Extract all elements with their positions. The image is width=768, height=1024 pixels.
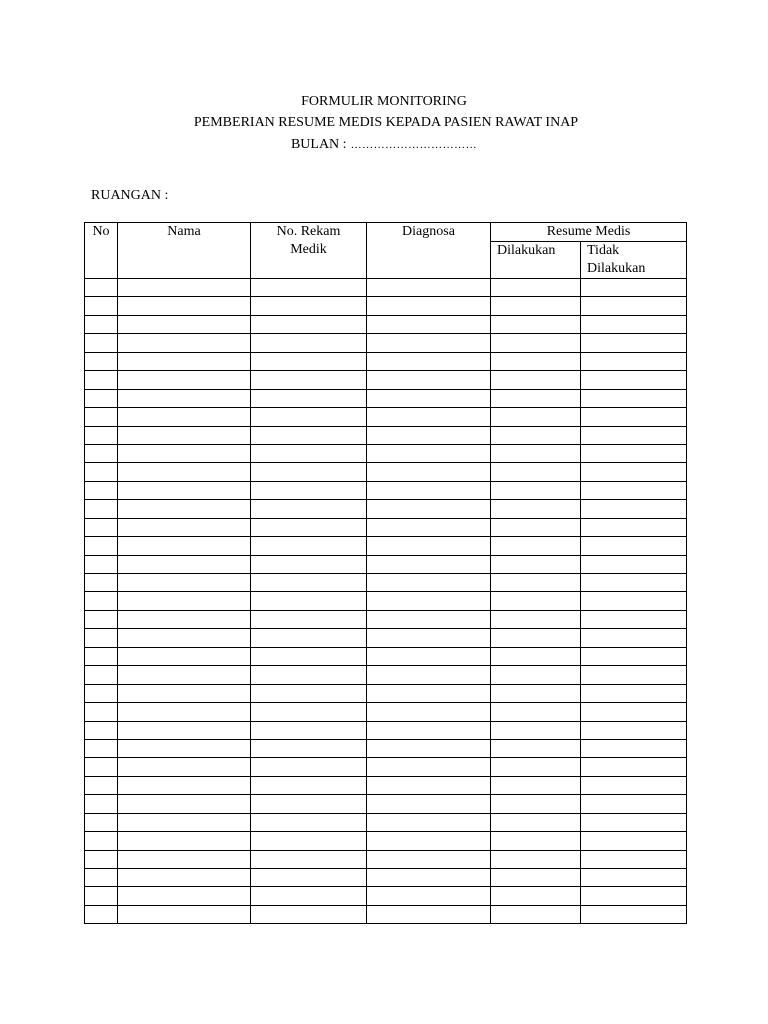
cell-nama[interactable] [118,481,251,499]
cell-nama[interactable] [118,334,251,352]
cell-tidak-dilakukan[interactable] [581,758,687,776]
cell-no-rekam-medik[interactable] [251,610,367,628]
table-row [85,739,687,757]
cell-tidak-dilakukan[interactable] [581,887,687,905]
table-body [85,279,687,924]
cell-dilakukan[interactable] [491,776,581,794]
cell-diagnosa[interactable] [367,297,491,315]
cell-tidak-dilakukan[interactable] [581,776,687,794]
table-row [85,481,687,499]
cell-nama[interactable] [118,297,251,315]
cell-tidak-dilakukan[interactable] [581,574,687,592]
table-row [85,869,687,887]
table-row [85,574,687,592]
cell-dilakukan[interactable] [491,850,581,868]
cell-dilakukan[interactable] [491,537,581,555]
cell-diagnosa[interactable] [367,444,491,462]
cell-dilakukan[interactable] [491,610,581,628]
cell-nama[interactable] [118,832,251,850]
cell-nama[interactable] [118,426,251,444]
cell-diagnosa[interactable] [367,537,491,555]
monitoring-table [84,222,687,924]
table-row [85,371,687,389]
cell-dilakukan[interactable] [491,813,581,831]
cell-nama[interactable] [118,500,251,518]
cell-nama[interactable] [118,315,251,333]
cell-diagnosa[interactable] [367,739,491,757]
cell-dilakukan[interactable] [491,739,581,757]
table-row [85,537,687,555]
cell-tidak-dilakukan[interactable] [581,334,687,352]
table-row [85,795,687,813]
cell-nama[interactable] [118,703,251,721]
table-row [85,500,687,518]
cell-no-rekam-medik[interactable] [251,279,367,297]
cell-no-rekam-medik[interactable] [251,315,367,333]
cell-diagnosa[interactable] [367,555,491,573]
cell-no[interactable] [85,795,118,813]
cell-no[interactable] [85,887,118,905]
cell-nama[interactable] [118,887,251,905]
table-row [85,389,687,407]
cell-no-rekam-medik[interactable] [251,776,367,794]
cell-no-rekam-medik[interactable] [251,666,367,684]
cell-diagnosa[interactable] [367,758,491,776]
cell-nama[interactable] [118,721,251,739]
cell-nama[interactable] [118,408,251,426]
cell-no-rekam-medik[interactable] [251,629,367,647]
cell-tidak-dilakukan[interactable] [581,518,687,536]
header-tidak-dilakukan: Tidak Dilakukan [581,242,687,279]
cell-dilakukan[interactable] [491,887,581,905]
cell-nama[interactable] [118,592,251,610]
cell-nama[interactable] [118,463,251,481]
cell-tidak-dilakukan[interactable] [581,813,687,831]
header-nama: Nama [118,223,251,279]
cell-no-rekam-medik[interactable] [251,389,367,407]
cell-no[interactable] [85,721,118,739]
cell-no-rekam-medik[interactable] [251,592,367,610]
cell-tidak-dilakukan[interactable] [581,592,687,610]
table-row [85,850,687,868]
cell-dilakukan[interactable] [491,647,581,665]
header-dilakukan: Dilakukan [491,242,581,279]
cell-tidak-dilakukan[interactable] [581,850,687,868]
cell-tidak-dilakukan[interactable] [581,463,687,481]
ruangan-label: RUANGAN : [91,188,169,203]
cell-no-rekam-medik[interactable] [251,869,367,887]
cell-nama[interactable] [118,537,251,555]
cell-no[interactable] [85,684,118,702]
table-row [85,684,687,702]
table-row [85,279,687,297]
cell-nama[interactable] [118,666,251,684]
cell-dilakukan[interactable] [491,279,581,297]
header-no-rekam-medik: No. Rekam Medik [251,223,367,279]
table-row [85,629,687,647]
table-row [85,555,687,573]
cell-nama[interactable] [118,776,251,794]
cell-dilakukan[interactable] [491,463,581,481]
cell-tidak-dilakukan[interactable] [581,481,687,499]
cell-diagnosa[interactable] [367,721,491,739]
cell-diagnosa[interactable] [367,629,491,647]
cell-tidak-dilakukan[interactable] [581,408,687,426]
cell-tidak-dilakukan[interactable] [581,500,687,518]
cell-nama[interactable] [118,574,251,592]
cell-dilakukan[interactable] [491,832,581,850]
cell-no-rekam-medik[interactable] [251,481,367,499]
cell-nama[interactable] [118,389,251,407]
cell-nama[interactable] [118,444,251,462]
cell-diagnosa[interactable] [367,463,491,481]
header-no: No [85,223,118,279]
cell-dilakukan[interactable] [491,574,581,592]
cell-dilakukan[interactable] [491,408,581,426]
cell-no-rekam-medik[interactable] [251,555,367,573]
cell-nama[interactable] [118,684,251,702]
cell-dilakukan[interactable] [491,684,581,702]
cell-diagnosa[interactable] [367,776,491,794]
table-row [85,758,687,776]
cell-no[interactable] [85,776,118,794]
cell-tidak-dilakukan[interactable] [581,647,687,665]
cell-diagnosa[interactable] [367,813,491,831]
cell-tidak-dilakukan[interactable] [581,555,687,573]
cell-dilakukan[interactable] [491,629,581,647]
cell-nama[interactable] [118,795,251,813]
cell-no[interactable] [85,389,118,407]
cell-diagnosa[interactable] [367,352,491,370]
cell-diagnosa[interactable] [367,887,491,905]
bulan-fill-line[interactable]: …………………………… [350,139,478,151]
cell-no-rekam-medik[interactable] [251,352,367,370]
cell-tidak-dilakukan[interactable] [581,629,687,647]
cell-no[interactable] [85,371,118,389]
cell-no[interactable] [85,592,118,610]
cell-tidak-dilakukan[interactable] [581,315,687,333]
cell-tidak-dilakukan[interactable] [581,444,687,462]
cell-no[interactable] [85,426,118,444]
cell-no-rekam-medik[interactable] [251,518,367,536]
cell-no[interactable] [85,297,118,315]
cell-no-rekam-medik[interactable] [251,795,367,813]
cell-nama[interactable] [118,739,251,757]
table-row [85,352,687,370]
cell-no-rekam-medik[interactable] [251,684,367,702]
cell-no[interactable] [85,518,118,536]
cell-tidak-dilakukan[interactable] [581,739,687,757]
table-row [85,463,687,481]
cell-tidak-dilakukan[interactable] [581,795,687,813]
cell-no-rekam-medik[interactable] [251,905,367,923]
bulan-line [0,136,768,154]
table-row [85,832,687,850]
cell-no[interactable] [85,315,118,333]
table-row [85,887,687,905]
form-title: FORMULIR MONITORING [301,94,467,109]
table-row [85,703,687,721]
cell-no-rekam-medik[interactable] [251,426,367,444]
cell-diagnosa[interactable] [367,592,491,610]
cell-nama[interactable] [118,869,251,887]
cell-nama[interactable] [118,352,251,370]
cell-tidak-dilakukan[interactable] [581,389,687,407]
cell-no[interactable] [85,537,118,555]
cell-tidak-dilakukan[interactable] [581,721,687,739]
cell-dilakukan[interactable] [491,905,581,923]
cell-dilakukan[interactable] [491,869,581,887]
bulan-label: BULAN : [290,137,347,152]
table-row [85,666,687,684]
table-row [85,813,687,831]
cell-no[interactable] [85,463,118,481]
table-row [85,408,687,426]
cell-diagnosa[interactable] [367,684,491,702]
cell-diagnosa[interactable] [367,869,491,887]
cell-no[interactable] [85,481,118,499]
cell-tidak-dilakukan[interactable] [581,352,687,370]
cell-no-rekam-medik[interactable] [251,850,367,868]
cell-no[interactable] [85,610,118,628]
cell-no[interactable] [85,703,118,721]
cell-tidak-dilakukan[interactable] [581,905,687,923]
cell-diagnosa[interactable] [367,703,491,721]
cell-no[interactable] [85,869,118,887]
table-row [85,721,687,739]
cell-no[interactable] [85,739,118,757]
cell-nama[interactable] [118,758,251,776]
cell-no-rekam-medik[interactable] [251,334,367,352]
cell-nama[interactable] [118,279,251,297]
cell-tidak-dilakukan[interactable] [581,537,687,555]
cell-no-rekam-medik[interactable] [251,463,367,481]
cell-dilakukan[interactable] [491,389,581,407]
cell-dilakukan[interactable] [491,315,581,333]
cell-diagnosa[interactable] [367,666,491,684]
cell-no-rekam-medik[interactable] [251,887,367,905]
cell-no[interactable] [85,905,118,923]
cell-diagnosa[interactable] [367,279,491,297]
table-row [85,297,687,315]
table-row [85,776,687,794]
cell-diagnosa[interactable] [367,315,491,333]
cell-diagnosa[interactable] [367,371,491,389]
cell-dilakukan[interactable] [491,703,581,721]
cell-dilakukan[interactable] [491,352,581,370]
cell-nama[interactable] [118,629,251,647]
cell-no[interactable] [85,758,118,776]
table-row [85,592,687,610]
cell-dilakukan[interactable] [491,666,581,684]
cell-dilakukan[interactable] [491,500,581,518]
cell-diagnosa[interactable] [367,832,491,850]
cell-dilakukan[interactable] [491,426,581,444]
table-row [85,334,687,352]
cell-diagnosa[interactable] [367,518,491,536]
cell-no-rekam-medik[interactable] [251,297,367,315]
table-row [85,610,687,628]
cell-no[interactable] [85,334,118,352]
cell-dilakukan[interactable] [491,481,581,499]
table-row [85,426,687,444]
cell-tidak-dilakukan[interactable] [581,371,687,389]
cell-dilakukan[interactable] [491,795,581,813]
cell-diagnosa[interactable] [367,500,491,518]
cell-tidak-dilakukan[interactable] [581,610,687,628]
cell-no-rekam-medik[interactable] [251,444,367,462]
cell-diagnosa[interactable] [367,426,491,444]
cell-nama[interactable] [118,850,251,868]
cell-no-rekam-medik[interactable] [251,371,367,389]
cell-no[interactable] [85,352,118,370]
cell-no[interactable] [85,629,118,647]
cell-nama[interactable] [118,813,251,831]
cell-no[interactable] [85,574,118,592]
cell-no-rekam-medik[interactable] [251,647,367,665]
cell-no[interactable] [85,279,118,297]
cell-diagnosa[interactable] [367,905,491,923]
cell-dilakukan[interactable] [491,518,581,536]
cell-dilakukan[interactable] [491,297,581,315]
cell-dilakukan[interactable] [491,555,581,573]
cell-diagnosa[interactable] [367,647,491,665]
cell-no-rekam-medik[interactable] [251,721,367,739]
cell-no[interactable] [85,850,118,868]
header-resume-medis: Resume Medis [491,223,687,242]
cell-dilakukan[interactable] [491,592,581,610]
cell-no[interactable] [85,555,118,573]
cell-no-rekam-medik[interactable] [251,703,367,721]
cell-tidak-dilakukan[interactable] [581,869,687,887]
table-row [85,905,687,923]
cell-no[interactable] [85,444,118,462]
cell-no-rekam-medik[interactable] [251,408,367,426]
cell-nama[interactable] [118,647,251,665]
cell-nama[interactable] [118,905,251,923]
cell-dilakukan[interactable] [491,334,581,352]
cell-dilakukan[interactable] [491,721,581,739]
table-row [85,518,687,536]
cell-tidak-dilakukan[interactable] [581,684,687,702]
table-row [85,444,687,462]
table-row [85,315,687,333]
cell-no-rekam-medik[interactable] [251,537,367,555]
cell-no[interactable] [85,813,118,831]
cell-no[interactable] [85,666,118,684]
cell-dilakukan[interactable] [491,758,581,776]
table-row [85,647,687,665]
cell-diagnosa[interactable] [367,334,491,352]
cell-no-rekam-medik[interactable] [251,832,367,850]
cell-diagnosa[interactable] [367,850,491,868]
cell-no-rekam-medik[interactable] [251,500,367,518]
cell-no-rekam-medik[interactable] [251,739,367,757]
form-subtitle: PEMBERIAN RESUME MEDIS KEPADA PASIEN RAWAT INAP [193,115,579,130]
cell-no-rekam-medik[interactable] [251,574,367,592]
cell-dilakukan[interactable] [491,371,581,389]
cell-diagnosa[interactable] [367,795,491,813]
cell-no[interactable] [85,500,118,518]
cell-dilakukan[interactable] [491,444,581,462]
cell-diagnosa[interactable] [367,610,491,628]
cell-nama[interactable] [118,555,251,573]
cell-no[interactable] [85,408,118,426]
cell-diagnosa[interactable] [367,389,491,407]
cell-no[interactable] [85,832,118,850]
cell-nama[interactable] [118,371,251,389]
header-diagnosa: Diagnosa [367,223,491,279]
cell-no-rekam-medik[interactable] [251,758,367,776]
cell-tidak-dilakukan[interactable] [581,666,687,684]
cell-tidak-dilakukan[interactable] [581,703,687,721]
cell-no-rekam-medik[interactable] [251,813,367,831]
cell-tidak-dilakukan[interactable] [581,279,687,297]
cell-tidak-dilakukan[interactable] [581,832,687,850]
cell-nama[interactable] [118,610,251,628]
cell-no[interactable] [85,647,118,665]
cell-diagnosa[interactable] [367,574,491,592]
cell-nama[interactable] [118,518,251,536]
cell-diagnosa[interactable] [367,408,491,426]
cell-tidak-dilakukan[interactable] [581,426,687,444]
cell-diagnosa[interactable] [367,481,491,499]
cell-tidak-dilakukan[interactable] [581,297,687,315]
